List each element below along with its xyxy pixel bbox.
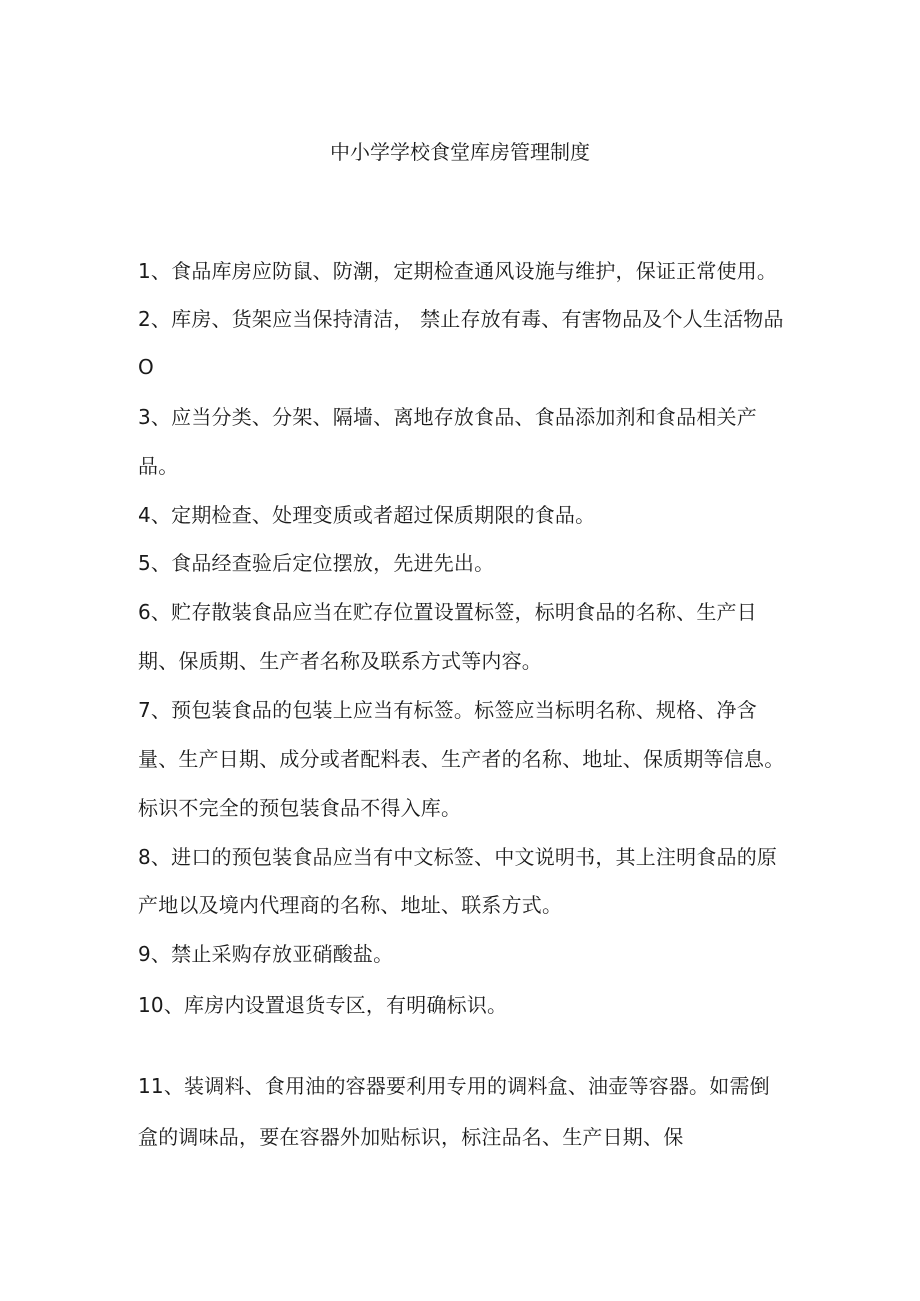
rule-9-line-1: 9、禁止采购存放亚硝酸盐。: [138, 942, 394, 966]
rule-8-line-1: 8、进口的预包装食品应当有中文标签、中文说明书，其上注明食品的原: [138, 845, 778, 869]
rule-10-line-1: 10、库房内设置退货专区，有明确标识。: [138, 993, 508, 1017]
rule-3-line-1: 3、应当分类、分架、隔墙、离地存放食品、食品添加剂和食品相关产: [138, 405, 757, 429]
rule-11-line-1: 11、装调料、食用油的容器要利用专用的调料盒、油壶等容器。如需倒: [138, 1074, 770, 1098]
rule-7-line-1: 7、预包装食品的包装上应当有标签。标签应当标明名称、规格、净含: [138, 698, 757, 722]
rule-7-line-3: 标识不完全的预包装食品不得入库。: [138, 796, 462, 820]
rule-8-line-2: 产地以及境内代理商的名称、地址、联系方式。: [138, 893, 563, 917]
rule-4-line-1: 4、定期检查、处理变质或者超过保质期限的食品。: [138, 503, 596, 527]
rule-6-line-2: 期、保质期、生产者名称及联系方式等内容。: [138, 649, 542, 673]
rule-5-line-1: 5、食品经查验后定位摆放，先进先出。: [138, 551, 495, 575]
rule-3-line-2: 品。: [138, 454, 179, 478]
rule-7-line-2: 量、生产日期、成分或者配料表、生产者的名称、地址、保质期等信息。: [138, 747, 785, 771]
rule-1-line-1: 1、食品库房应防鼠、防潮，定期检查通风设施与维护，保证正常使用。: [138, 259, 778, 283]
rule-2-line-2: O: [138, 355, 154, 379]
document-title: 中小学学校食堂库房管理制度: [330, 140, 590, 164]
rule-2-line-1: 2、库房、货架应当保持清洁， 禁止存放有毒、有害物品及个人生活物品: [138, 307, 784, 331]
rule-6-line-1: 6、贮存散装食品应当在贮存位置设置标签，标明食品的名称、生产日: [138, 600, 757, 624]
rule-11-line-2: 盒的调味品，要在容器外加贴标识，标注品名、生产日期、保: [138, 1125, 684, 1149]
